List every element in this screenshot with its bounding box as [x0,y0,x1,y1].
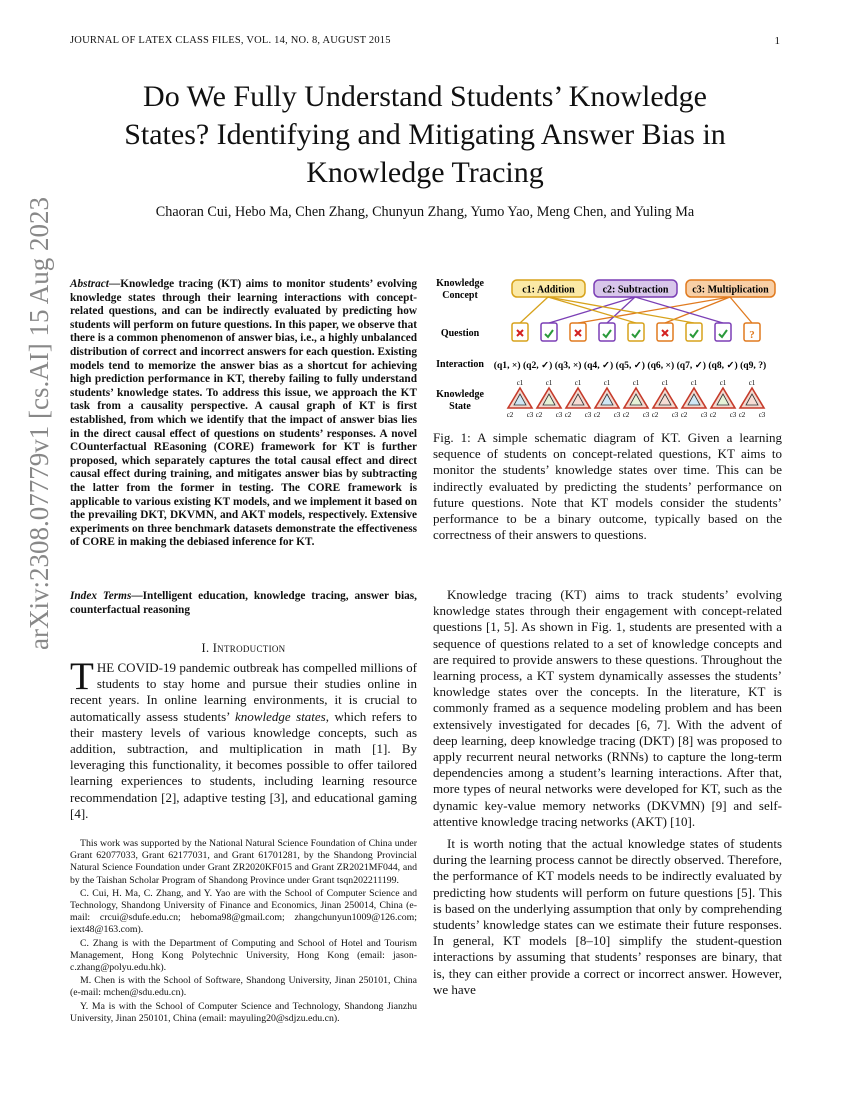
concept-label-subtraction: c2: Subtraction [602,284,669,296]
state-vertex-label: c3 [584,411,592,419]
footnote-funding: This work was supported by the National Natural Science Foundation of China under Grant 62077033, Grant 62177031, and Grant 61701281, by the Shandong Provincial Natural Science Foundation under Grant ZR2020KF015 and Grant ZR2021MF044, and by the Taishan Scholar Program of Shandong Province under Grant tsqn202211199. [70,838,417,886]
state-vertex-label: c3 [729,411,737,419]
footnote-affiliation-3: M. Chen is with the School of Software, Shandong University, Jinan 250101, China (e-mail: mchen@sdu.edu.cn). [70,975,417,999]
section-number: I. [201,641,210,655]
intro-paragraph-left [70,655,417,822]
state-vertex-label: c1 [748,379,756,387]
arxiv-stamp-text: arXiv:2308.07779v1 [cs.AI] 15 Aug 2023 [24,197,54,650]
concept-label-multiplication: c3: Multiplication [692,284,769,296]
footnotes [70,838,417,1026]
intro-paragraph-right-2: It is worth noting that the actual knowledge states of students during the learning process cannot be directly observed. Therefore, the performance of KT models needs to be indirectly evaluated by predicting how students will perform on future questions [5]. This is based on the underlying assumption that only by comprehending students’ knowledge states can we estimate their future responses. In general, KT models [8–10] simplify the student-question interactions by assuming that students’ responses are binary, that is, they can either provide a correct or incorrect answer. However, we have [433,836,782,997]
state-vertex-label: c2 [709,411,717,419]
title-line-2: States? Identifying and Mitigating Answer Bias in [124,118,726,151]
state-vertex-label: c1 [690,379,698,387]
state-vertex-label: c2 [680,411,688,419]
state-vertex-label: c3 [700,411,708,419]
concept-link [578,297,730,323]
figure-1 [432,272,782,422]
caption-text: A simple schematic diagram of KT. Given a learning sequence of students on concept-related questions, KT aims to monitor the students’ knowledge states over time. This can be indirectly evaluated by predicting the students’ performance on future questions. Note that KT models consider the students’ performance to be a binary outcome, typically based on the correctness of their answers to questions. [433,430,782,543]
paper-title [70,78,780,192]
index-terms-text: —Intelligent education, knowledge tracing, answer bias, counterfactual reasoning [70,590,417,616]
intro-paragraph-right-1: Knowledge tracing (KT) aims to track students’ evolving knowledge states through their engagement with concept-related questions [1, 5]. As shown in Fig. 1, students are presented with a sequence of questions related to a set of knowledge concepts and are required to provide answers to these questions. Throughout the learning process, a KT system dynamically assesses the students’ knowledge states over the concepts. In the literature, KT is commonly framed as a sequence modeling problem and has been extensively investigated for decades [6, 7]. With the advent of deep learning, deep knowledge tracing (DKT) [8] was proposed to apply recurrent neural networks (RNNs) to capture the long-term dependencies among a student’s learning interactions. After that, more types of neural networks were developed for KT, such as the dynamic key-value memory networks (DKVMN) [9] and self-attentive knowledge tracing networks (AKT) [10]. [433,587,782,829]
question-icon [628,323,644,341]
state-vertex-label: c2 [651,411,659,419]
section-title: Introduction [212,641,286,655]
footnote-affiliation-1: C. Cui, H. Ma, C. Zhang, and Y. Yao are with the School of Computer Science and Technology, Shandong University of Finance and Economics, Jinan 250014, China (e-mail: crcui@sdufe.edu.cn; heboma98@gmail.com; zhangchunyun1009@126.com; iext48@163.com). [70,887,417,936]
concept-link [520,297,548,323]
state-vertex-label: c1 [516,379,524,387]
knowledge-state-triangles [507,379,766,419]
row-label-concept-1: Knowledge [436,278,484,289]
footnote-affiliation-4: Y. Ma is with the School of Computer Science and Technology, Shandong Jianzhu University, Jinan 250101, China (email: mayuling20@sdjzu.edu.cn). [70,1000,417,1024]
row-label-question: Question [440,328,480,339]
dropcap: T [70,655,94,698]
intro-text-2: , which refers to their mastery levels of various knowledge concepts, such as addition, subtraction, and multiplication in math [1]. By leveraging this functionality, it becomes possible to offer tailored learning experiences to students, including learning resource recommendation [2], adaptive testing [3], and educational gaming [4]. [70,708,417,821]
state-vertex-label: c2 [535,411,543,419]
unknown-mark-icon: ? [749,329,755,341]
title-line-1: Do We Fully Understand Students’ Knowledge [143,80,707,113]
state-vertex-label: c3 [555,411,563,419]
abstract-label: Abstract [70,278,109,290]
row-label-state-2: State [449,401,471,412]
question-icon [541,323,557,341]
author-list: Chaoran Cui, Hebo Ma, Chen Zhang, Chunyun Zhang, Yumo Yao, Meng Chen, and Yuling Ma [155,204,695,220]
state-vertex-label: c3 [526,411,534,419]
question-icon [715,323,731,341]
intro-em: knowledge states [235,708,326,724]
state-vertex-label: c2 [564,411,572,419]
state-vertex-label: c3 [642,411,650,419]
intro-text-1: COVID-19 pandemic outbreak has compelled millions of students to stay home and pursue their studies online in recent years. In online learning environments, it is crucial to automatically assess students’ [70,660,417,724]
state-vertex-label: c1 [661,379,669,387]
index-terms [70,590,417,617]
state-vertex-label: c1 [545,379,553,387]
row-label-state-1: Knowledge [436,389,484,400]
concept-question-links [520,297,752,323]
page-number: 1 [774,35,780,47]
figure-caption [433,430,782,543]
title-line-3: Knowledge Tracing [306,156,544,189]
question-icon [599,323,615,341]
state-vertex-label: c1 [574,379,582,387]
state-vertex-label: c3 [671,411,679,419]
state-vertex-label: c1 [603,379,611,387]
state-vertex-label: c2 [622,411,630,419]
abstract [70,278,417,550]
question-icon [686,323,702,341]
footnote-affiliation-2: C. Zhang is with the Department of Computing and School of Hotel and Tourism Management, Hong Kong Polytechnic University, Hong Kong (email: jason-c.zhang@polyu.edu.hk). [70,937,417,974]
state-vertex-label: c2 [593,411,601,419]
first-word-rest: HE [96,660,115,675]
state-vertex-label: c3 [613,411,621,419]
section-heading [70,641,417,656]
caption-label: Fig. 1: [433,430,471,445]
state-vertex-label: c1 [719,379,727,387]
journal-header: JOURNAL OF LATEX CLASS FILES, VOL. 14, NO. 8, AUGUST 2015 [70,35,391,46]
state-vertex-label: c1 [632,379,640,387]
intro-paragraphs-right [433,587,782,1004]
abstract-text: —Knowledge tracing (KT) aims to monitor students’ evolving knowledge states through their learning interactions with concept-related questions, and can be indirectly evaluated by predicting how students will perform on future questions. In this paper, we observe that there is a common phenomenon of answer bias, i.e., a highly unbalanced distribution of correct and incorrect answers for each question. Existing models tend to memorize the answer bias as a shortcut for achieving high prediction performance in KT, thereby failing to fully understand students’ knowledge states. To address this issue, we approach the KT task from a causality perspective. A causal graph of KT is first established, from which we identify that the impact of answer bias lies in the direct causal effect of questions on students’ responses. A novel COunterfactual REasoning (CORE) framework for KT is further proposed, which separately captures the total causal effect and direct causal effect during training, and mitigates answer bias by subtracting the latter from the former in testing. The CORE framework is applicable to various existing KT models, and we implement it based on the prevailing DKT, DKVMN, and AKT models, respectively. Extensive experiments on three benchmark datasets demonstrate the effectiveness of CORE in making the debiased inference for KT. [70,278,417,549]
row-label-interaction: Interaction [436,359,484,370]
state-vertex-label: c3 [758,411,766,419]
row-label-concept-2: Concept [442,290,478,301]
index-terms-label: Index Terms [70,590,132,602]
interaction-sequence: (q1, ×) (q2, ✓) (q3, ×) (q4, ✓) (q5, ✓) (q6, ×) (q7, ✓) (q8, ✓) (q9, ?) [493,360,767,371]
question-icons [512,323,760,341]
state-vertex-label: c2 [738,411,746,419]
concept-link [730,297,752,323]
concept-label-addition: c1: Addition [522,284,575,296]
state-vertex-label: c2 [506,411,514,419]
